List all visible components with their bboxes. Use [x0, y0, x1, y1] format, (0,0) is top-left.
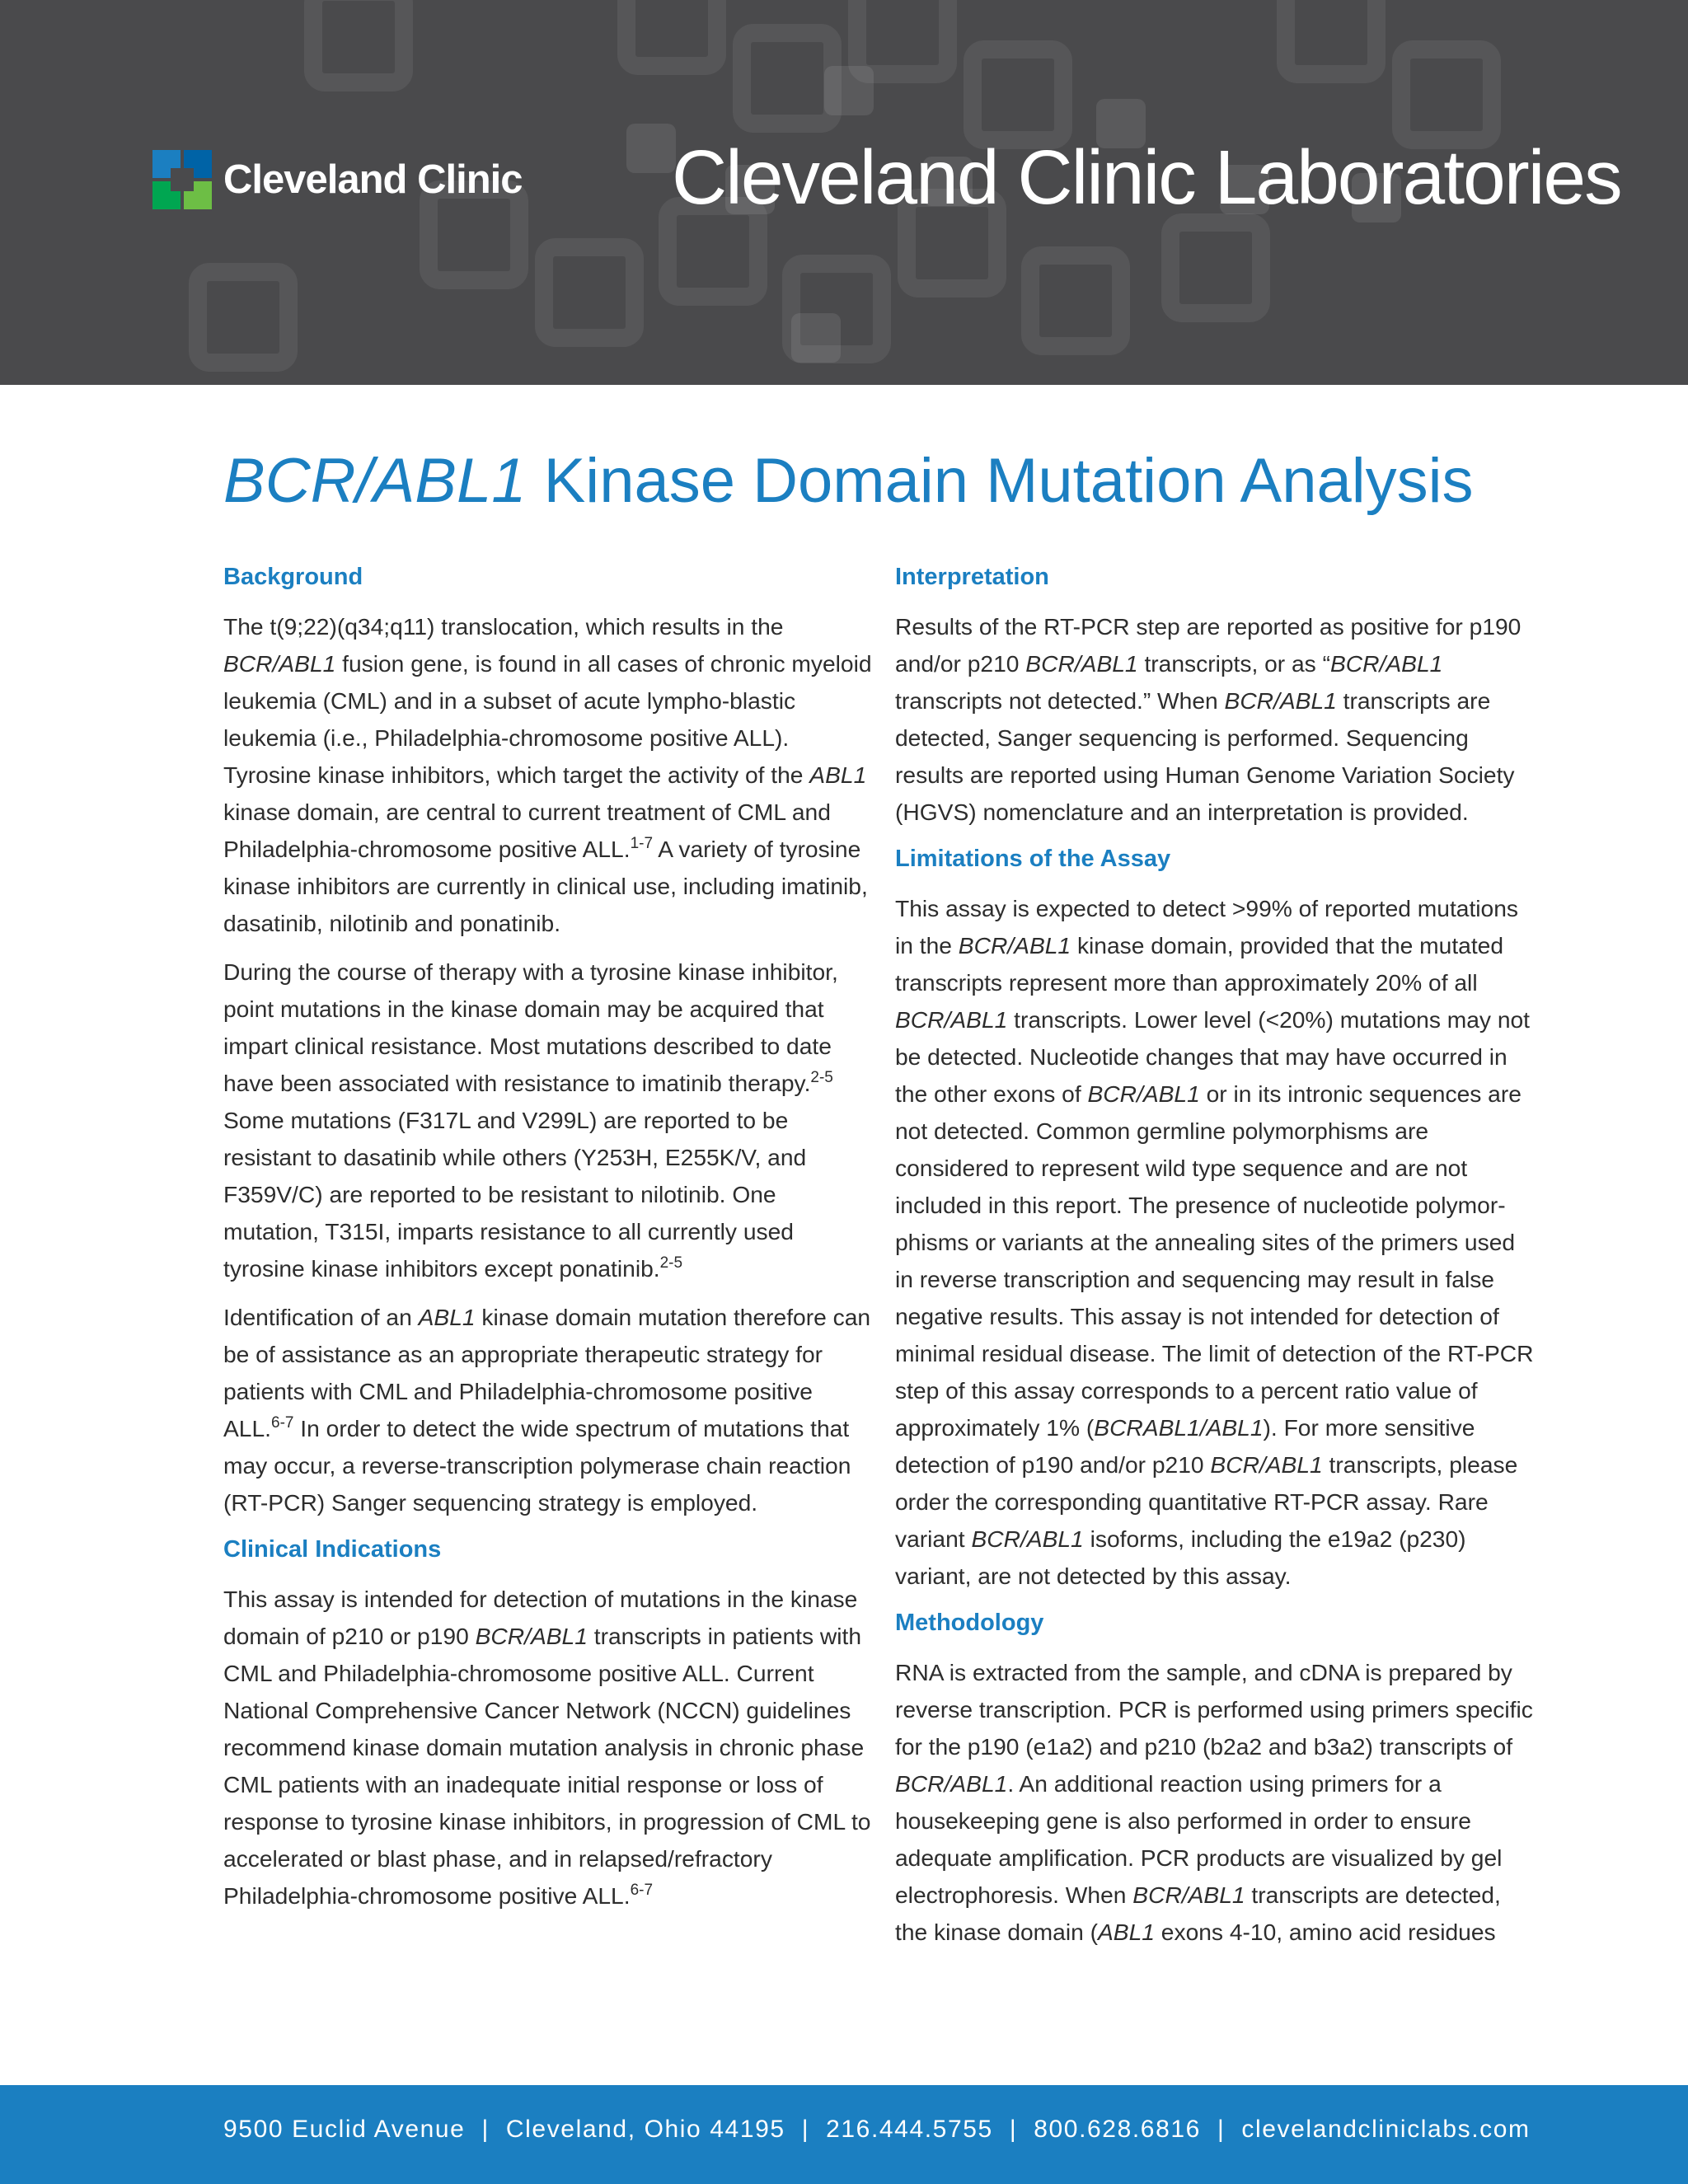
methodology-paragraph: RNA is extracted from the sample, and cDNA is prepared by reverse transcription. PCR is performed using primers specific for the p190 (e1a2) and p210 (b2a2 and b3a2) transcripts of BCR/ABL1. An additional reaction using primers for a housekeeping gene is also performed in order to ensure adequate amplification. PCR products are visualized by gel electrophoresis. When BCR/ABL1 transcripts are detected, the kinase domain (ABL1 exons 4-10, amino acid residues	[895, 1659, 1533, 1945]
footer-separator: |	[481, 2116, 490, 2143]
footer-city: Cleveland, Ohio 44195	[505, 2116, 785, 2143]
cleveland-clinic-logo-icon	[152, 150, 212, 209]
interpretation-paragraph: Results of the RT-PCR step are reported as positive for p190 and/or p210 BCR/ABL1 transcripts, or as “BCR/ABL1 transcripts not detected.” When BCR/ABL1 transcripts are detected, Sanger sequencing is performed. Sequencing results are reported using Human Genome Variation Society (HGVS) nomenclature and an interpretation is provided.	[895, 613, 1522, 825]
footer-phone-1: 216.444.5755	[826, 2116, 993, 2143]
background-heading: Background	[223, 564, 363, 590]
reference-superscript: 2-5	[810, 1069, 833, 1086]
reference-superscript: 6-7	[630, 1882, 654, 1899]
cleveland-clinic-logo	[152, 150, 523, 209]
background-paragraph-2: During the course of therapy with a tyrosine kinase inhibitor, point mutations in the kinase domain may be acquired that impart clinical resistance. Most mutations described to date have been associated with resistance to imatinib therapy.$^{2-5}$ Some mutations (F317L and V299L) are reported to be resistant to dasatinib while others (Y253H, E255K/V, and F359V/C) are reported to be resistant to nilotinib. One mutation, T315I, imparts resistance to all currently used tyrosine kinase inhibitors except ponatinib.$^{2-5}$	[223, 958, 838, 1282]
document-title	[223, 445, 1474, 517]
limitations-heading: Limitations of the Assay	[895, 846, 1171, 872]
background-paragraph-1: The t(9;22)(q34;q11) translocation, which results in the BCR/ABL1 fusion gene, is found in all cases of chronic myeloid leukemia (CML) and in a subset of acute lympho-blastic leukemia (i.e., Philadelphia-chromosome positive ALL). Tyrosine kinase inhibitors, which target the activity of the ABL1 kinase domain, are central to current treatment of CML and Philadelphia-chromosome positive ALL.$^{1-7}$ A variety of tyrosine kinase inhibitors are currently in clinical use, including imatinib, dasatinib, nilotinib and ponatinib.	[223, 613, 872, 936]
footer-separator: |	[1217, 2116, 1226, 2143]
limitations-paragraph: This assay is expected to detect >99% of reported mutations in the BCR/ABL1 kinase domain, provided that the mutated transcripts represent more than approximately 20% of all BCR/ABL1 transcripts. Lower level (<20%) mutations may not be detected. Nucleotide changes that may have occurred in the other exons of BCR/ABL1 or in its intronic sequences are not detected. Common germline polymorphisms are considered to represent wild type sequence and are not included in this report. The presence of nucleotide polymor-phisms or variants at the annealing sites of the primers used in reverse transcription and sequencing may result in false negative results. This assay is not intended for detection of minimal residual disease. The limit of detection of the RT-PCR step of this assay corresponds to a percent ratio value of approximately 1% (BCRABL1/ABL1). For more sensitive detection of p190 and/or p210 BCR/ABL1 transcripts, please order the corresponding quantitative RT-PCR assay. Rare variant BCR/ABL1 isoforms, including the e19a2 (p230) variant, are not detected by this assay.	[895, 895, 1534, 1589]
footer-separator: |	[801, 2116, 810, 2143]
reference-superscript: 1-7	[630, 835, 654, 852]
document-title-rest: Kinase Domain Mutation Analysis	[526, 446, 1474, 516]
methodology-heading: Methodology	[895, 1610, 1044, 1636]
document-title-gene: BCR/ABL1	[223, 446, 527, 516]
page-header	[0, 0, 1688, 385]
logo-text: Cleveland Clinic	[223, 157, 523, 202]
reference-superscript: 2-5	[659, 1254, 683, 1272]
header-title: Cleveland Clinic Laboratories	[672, 134, 1621, 220]
right-column	[895, 560, 1538, 1962]
footer-address: 9500 Euclid Avenue	[223, 2116, 466, 2143]
footer-contact	[223, 2116, 1531, 2144]
background-paragraph-3: Identification of an ABL1 kinase domain mutation therefore can be of assistance as an appropriate therapeutic strategy for patients with CML and Philadelphia-chromosome positive ALL.$^{6-7}$ In order to detect the wide spectrum of mutations that may occur, a reverse-transcription polymerase chain reaction (RT-PCR) Sanger sequencing strategy is employed.	[223, 1304, 871, 1516]
interpretation-heading: Interpretation	[895, 564, 1049, 590]
reference-superscript: 6-7	[271, 1414, 294, 1432]
clinical-indications-paragraph: This assay is intended for detection of mutations in the kinase domain of p210 or p190 BCR/ABL1 transcripts in patients with CML and Philadelphia-chromosome positive ALL. Current National Comprehensive Cancer Network (NCCN) guidelines recommend kinase domain mutation analysis in chronic phase CML patients with an inadequate initial response or loss of response to tyrosine kinase inhibitors, in progression of CML to accelerated or blast phase, and in relapsed/refractory Philadelphia-chromosome positive ALL.$^{6-7}$	[223, 1586, 871, 1909]
footer-phone-2: 800.628.6816	[1034, 2116, 1201, 2143]
clinical-indications-heading: Clinical Indications	[223, 1536, 442, 1563]
left-column	[223, 560, 874, 1926]
footer-website-link[interactable]: clevelandcliniclabs.com	[1241, 2116, 1531, 2143]
page-footer	[0, 2085, 1688, 2184]
footer-separator: |	[1009, 2116, 1018, 2143]
